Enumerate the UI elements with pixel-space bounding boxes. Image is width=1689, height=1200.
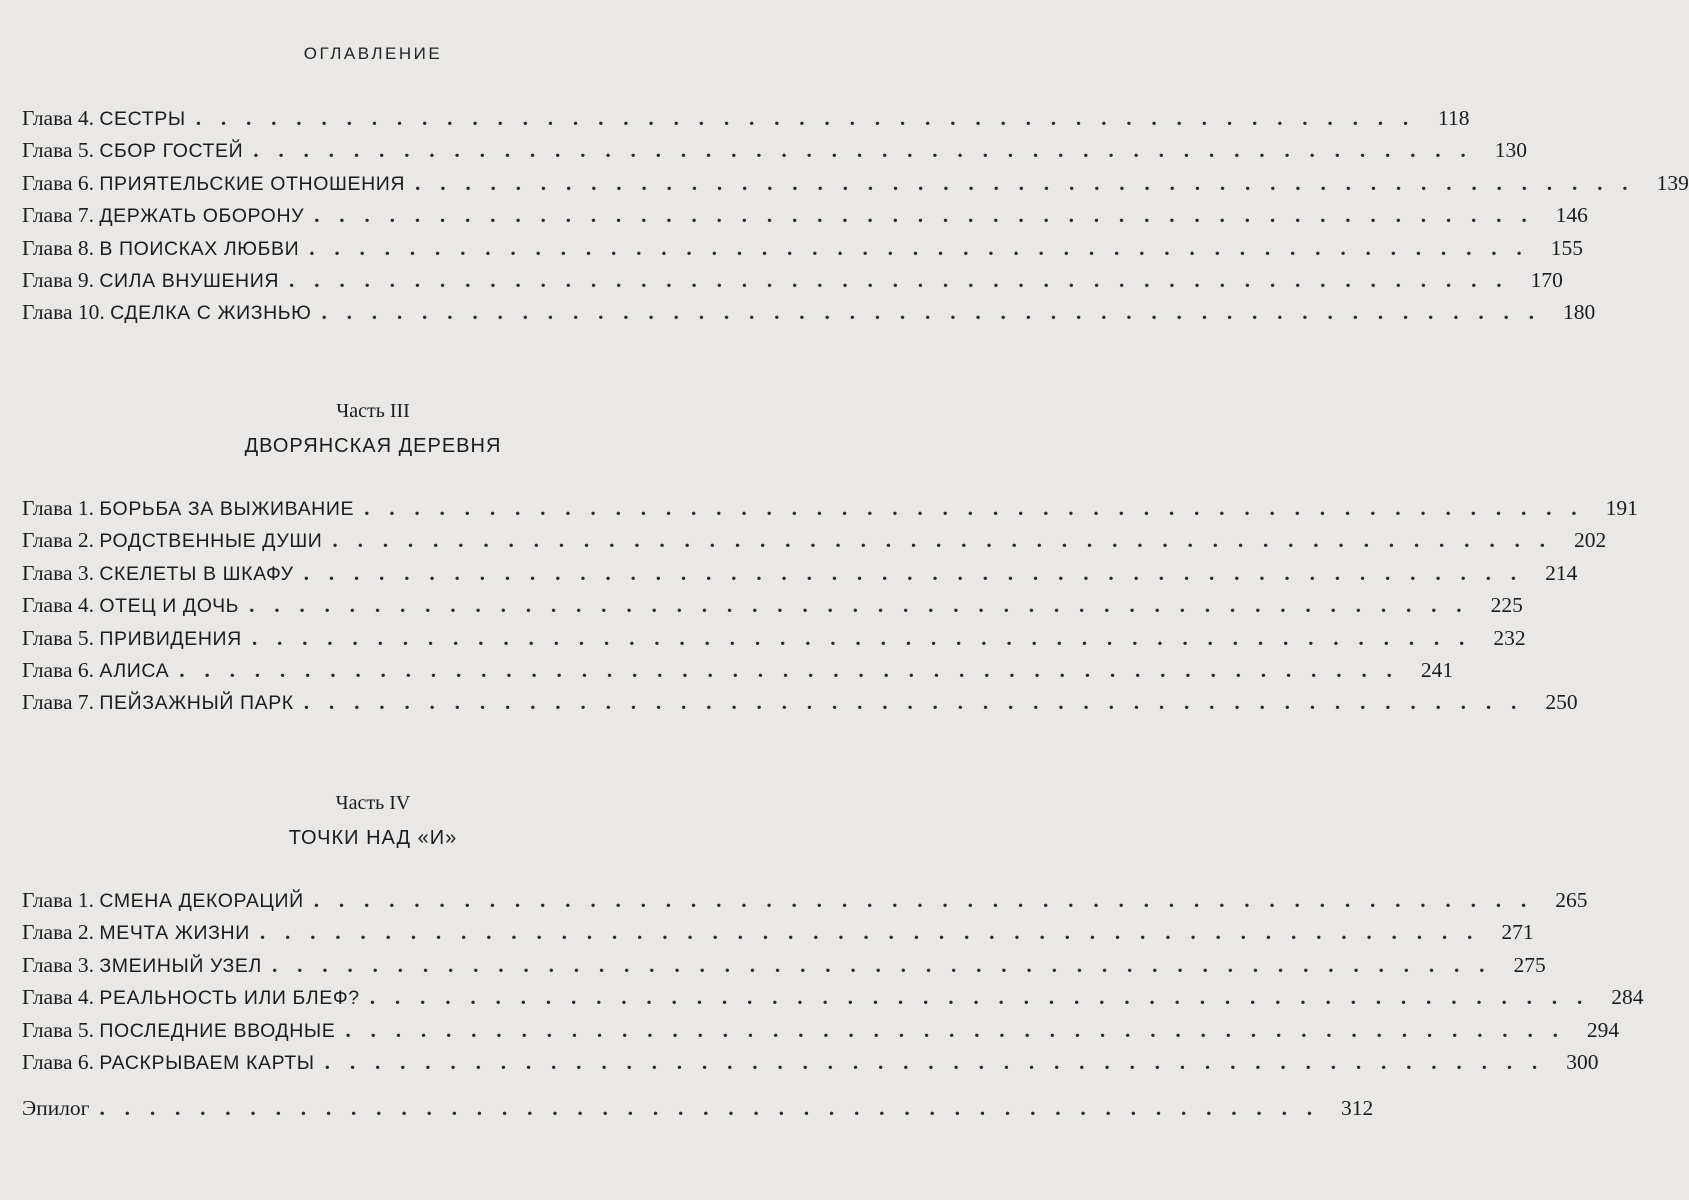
running-head: ОГЛАВЛЕНИЕ: [303, 44, 443, 63]
dot-leader: . . . . . . . . . . . . . . . . . . . . . . . . . . . . . . . . . . . . . . . . . . . . . . . . .: [253, 138, 1474, 163]
page-number: 241: [1420, 657, 1454, 682]
toc-entry: [22, 134, 1528, 166]
page-number: 214: [1545, 560, 1578, 585]
page-number: 275: [1513, 952, 1546, 977]
toc-entry: [22, 524, 1607, 556]
chapter-title: В ПОИСКАХ ЛЮБВИ: [99, 237, 300, 260]
chapter-title: ПОСЛЕДНИЕ ВВОДНЫЕ: [99, 1019, 336, 1042]
chapter-title: ЗМЕИНЫЙ УЗЕЛ: [99, 954, 262, 977]
page-number: 139: [1656, 170, 1689, 195]
page-number: 271: [1501, 920, 1534, 945]
chapter-prefix: Глава 2.: [22, 528, 94, 553]
chapter-prefix: Глава 10.: [22, 300, 105, 325]
toc-entry: [22, 199, 1588, 231]
page-number: 118: [1438, 106, 1470, 130]
dot-leader: . . . . . . . . . . . . . . . . . . . . . . . . . . . . . . . . . . . . . . . . . . . . . . . . .: [179, 657, 1400, 682]
toc-entry: [22, 232, 1583, 264]
page-number: 265: [1555, 888, 1588, 912]
chapter-title: ПЕЙЗАЖНЫЙ ПАРК: [99, 692, 294, 715]
toc-entry: [22, 884, 1588, 916]
page-number: 202: [1573, 528, 1607, 553]
dot-leader: . . . . . . . . . . . . . . . . . . . . . . . . . . . . . . . . . . . . . . . . . . . . . . . . .: [415, 170, 1635, 195]
part-number: Часть III: [336, 400, 410, 422]
chapter-prefix: Глава 3.: [22, 560, 94, 585]
dot-leader: . . . . . . . . . . . . . . . . . . . . . . . . . . . . . . . . . . . . . . . . . . . . . . . . .: [251, 625, 1472, 650]
chapter-title: СДЕЛКА С ЖИЗНЬЮ: [110, 302, 312, 325]
chapter-prefix: Глава 4.: [22, 985, 94, 1010]
page-number: 170: [1530, 267, 1563, 292]
chapter-title: СЕСТРЫ: [99, 108, 186, 130]
page-number: 191: [1605, 496, 1638, 520]
dot-leader: . . . . . . . . . . . . . . . . . . . . . . . . . . . . . . . . . . . . . . . . . . . . . . . . .: [99, 1096, 1320, 1120]
dot-leader: . . . . . . . . . . . . . . . . . . . . . . . . . . . . . . . . . . . . . . . . . . . . . . . . .: [321, 300, 1542, 325]
chapter-prefix: Глава 5.: [22, 138, 94, 163]
chapter-title: МЕЧТА ЖИЗНИ: [99, 922, 250, 945]
page-number: 294: [1586, 1017, 1620, 1042]
chapter-title: СБОР ГОСТЕЙ: [99, 140, 244, 163]
toc-entry: [22, 1046, 1599, 1078]
dot-leader: . . . . . . . . . . . . . . . . . . . . . . . . . . . . . . . . . . . . . . . . . . . . . . . . .: [195, 106, 1416, 130]
chapter-prefix: Глава 5.: [22, 625, 94, 650]
page-number: 146: [1555, 203, 1588, 228]
chapter-prefix: Глава 6.: [22, 1049, 94, 1074]
chapter-title: РОДСТВЕННЫЕ ДУШИ: [99, 530, 323, 553]
page-number: 130: [1494, 138, 1528, 163]
epilogue-label: Эпилог: [22, 1096, 90, 1120]
part-heading: [0, 790, 746, 852]
page-number: 225: [1490, 593, 1523, 618]
chapter-title: АЛИСА: [99, 659, 170, 682]
toc-entry: [22, 949, 1546, 981]
toc-list-part4: [22, 884, 1644, 1078]
toc-entry: [22, 264, 1563, 296]
dot-leader: . . . . . . . . . . . . . . . . . . . . . . . . . . . . . . . . . . . . . . . . . . . . . . . . .: [314, 203, 1534, 228]
chapter-title: РЕАЛЬНОСТЬ ИЛИ БЛЕФ?: [99, 987, 360, 1010]
chapter-prefix: Глава 5.: [22, 1017, 94, 1042]
chapter-prefix: Глава 1.: [22, 888, 94, 912]
page-number: 250: [1545, 690, 1578, 715]
chapter-prefix: Глава 6.: [22, 170, 94, 195]
chapter-prefix: Глава 4.: [22, 593, 94, 618]
chapter-prefix: Глава 8.: [22, 235, 94, 260]
chapter-title: СИЛА ВНУШЕНИЯ: [99, 269, 280, 292]
toc-entry: [22, 622, 1526, 654]
toc-list-part2: [22, 102, 1689, 329]
chapter-title: ДЕРЖАТЬ ОБОРОНУ: [99, 205, 305, 228]
toc-entry: [22, 167, 1689, 199]
toc-entry: [22, 1014, 1620, 1046]
chapter-prefix: Глава 4.: [22, 106, 94, 130]
chapter-title: БОРЬБА ЗА ВЫЖИВАНИЕ: [99, 498, 355, 520]
chapter-title: СКЕЛЕТЫ В ШКАФУ: [99, 562, 294, 585]
page-number: 180: [1562, 300, 1596, 325]
dot-leader: . . . . . . . . . . . . . . . . . . . . . . . . . . . . . . . . . . . . . . . . . . . . . . . . .: [309, 235, 1529, 260]
dot-leader: . . . . . . . . . . . . . . . . . . . . . . . . . . . . . . . . . . . . . . . . . . . . . . . . .: [303, 690, 1524, 715]
toc-entry: [22, 686, 1578, 718]
dot-leader: . . . . . . . . . . . . . . . . . . . . . . . . . . . . . . . . . . . . . . . . . . . . . . . . .: [345, 1017, 1566, 1042]
dot-leader: . . . . . . . . . . . . . . . . . . . . . . . . . . . . . . . . . . . . . . . . . . . . . . . . .: [249, 593, 1469, 618]
dot-leader: . . . . . . . . . . . . . . . . . . . . . . . . . . . . . . . . . . . . . . . . . . . . . . . . .: [369, 985, 1590, 1010]
page-number: 284: [1611, 985, 1644, 1010]
toc-list-part3: [22, 492, 1638, 719]
toc-entry: [22, 557, 1578, 589]
chapter-title: ПРИВИДЕНИЯ: [99, 627, 242, 650]
toc-entry-epilogue: [22, 1092, 1374, 1124]
dot-leader: . . . . . . . . . . . . . . . . . . . . . . . . . . . . . . . . . . . . . . . . . . . . . . . . .: [271, 952, 1492, 977]
toc-entry: [22, 981, 1644, 1013]
part-title: ТОЧКИ НАД «И»: [288, 827, 458, 849]
part-title: ДВОРЯНСКАЯ ДЕРЕВНЯ: [244, 435, 502, 457]
chapter-title: ОТЕЦ И ДОЧЬ: [99, 595, 240, 618]
dot-leader: . . . . . . . . . . . . . . . . . . . . . . . . . . . . . . . . . . . . . . . . . . . . . . . . .: [313, 888, 1534, 912]
chapter-prefix: Глава 7.: [22, 203, 94, 228]
toc-entry: [22, 916, 1534, 948]
dot-leader: . . . . . . . . . . . . . . . . . . . . . . . . . . . . . . . . . . . . . . . . . . . . . . . . .: [332, 528, 1553, 553]
toc-entry: [22, 296, 1596, 328]
dot-leader: . . . . . . . . . . . . . . . . . . . . . . . . . . . . . . . . . . . . . . . . . . . . . . . . .: [324, 1049, 1545, 1074]
toc-epilogue: [22, 1092, 1374, 1124]
chapter-title: ПРИЯТЕЛЬСКИЕ ОТНОШЕНИЯ: [99, 172, 406, 195]
toc-entry: [22, 654, 1454, 686]
toc-entry: [22, 102, 1470, 134]
page-number: 232: [1493, 625, 1526, 650]
dot-leader: . . . . . . . . . . . . . . . . . . . . . . . . . . . . . . . . . . . . . . . . . . . . . . . . .: [303, 560, 1524, 585]
page-number: 155: [1550, 235, 1583, 260]
dot-leader: . . . . . . . . . . . . . . . . . . . . . . . . . . . . . . . . . . . . . . . . . . . . . . . . .: [364, 496, 1584, 520]
chapter-prefix: Глава 6.: [22, 657, 94, 682]
chapter-prefix: Глава 7.: [22, 690, 94, 715]
chapter-prefix: Глава 3.: [22, 952, 94, 977]
page-number: 312: [1341, 1096, 1374, 1120]
part-heading: [0, 398, 746, 460]
toc-entry: [22, 589, 1523, 621]
chapter-prefix: Глава 1.: [22, 496, 94, 520]
toc-entry: [22, 492, 1638, 524]
chapter-title: РАСКРЫВАЕМ КАРТЫ: [99, 1051, 315, 1074]
chapter-prefix: Глава 9.: [22, 267, 94, 292]
chapter-title: СМЕНА ДЕКОРАЦИЙ: [99, 890, 304, 912]
dot-leader: . . . . . . . . . . . . . . . . . . . . . . . . . . . . . . . . . . . . . . . . . . . . . . . . .: [259, 920, 1480, 945]
part-number: Часть IV: [335, 792, 411, 814]
page-number: 300: [1566, 1049, 1599, 1074]
dot-leader: . . . . . . . . . . . . . . . . . . . . . . . . . . . . . . . . . . . . . . . . . . . . . . . . .: [289, 267, 1509, 292]
chapter-prefix: Глава 2.: [22, 920, 94, 945]
